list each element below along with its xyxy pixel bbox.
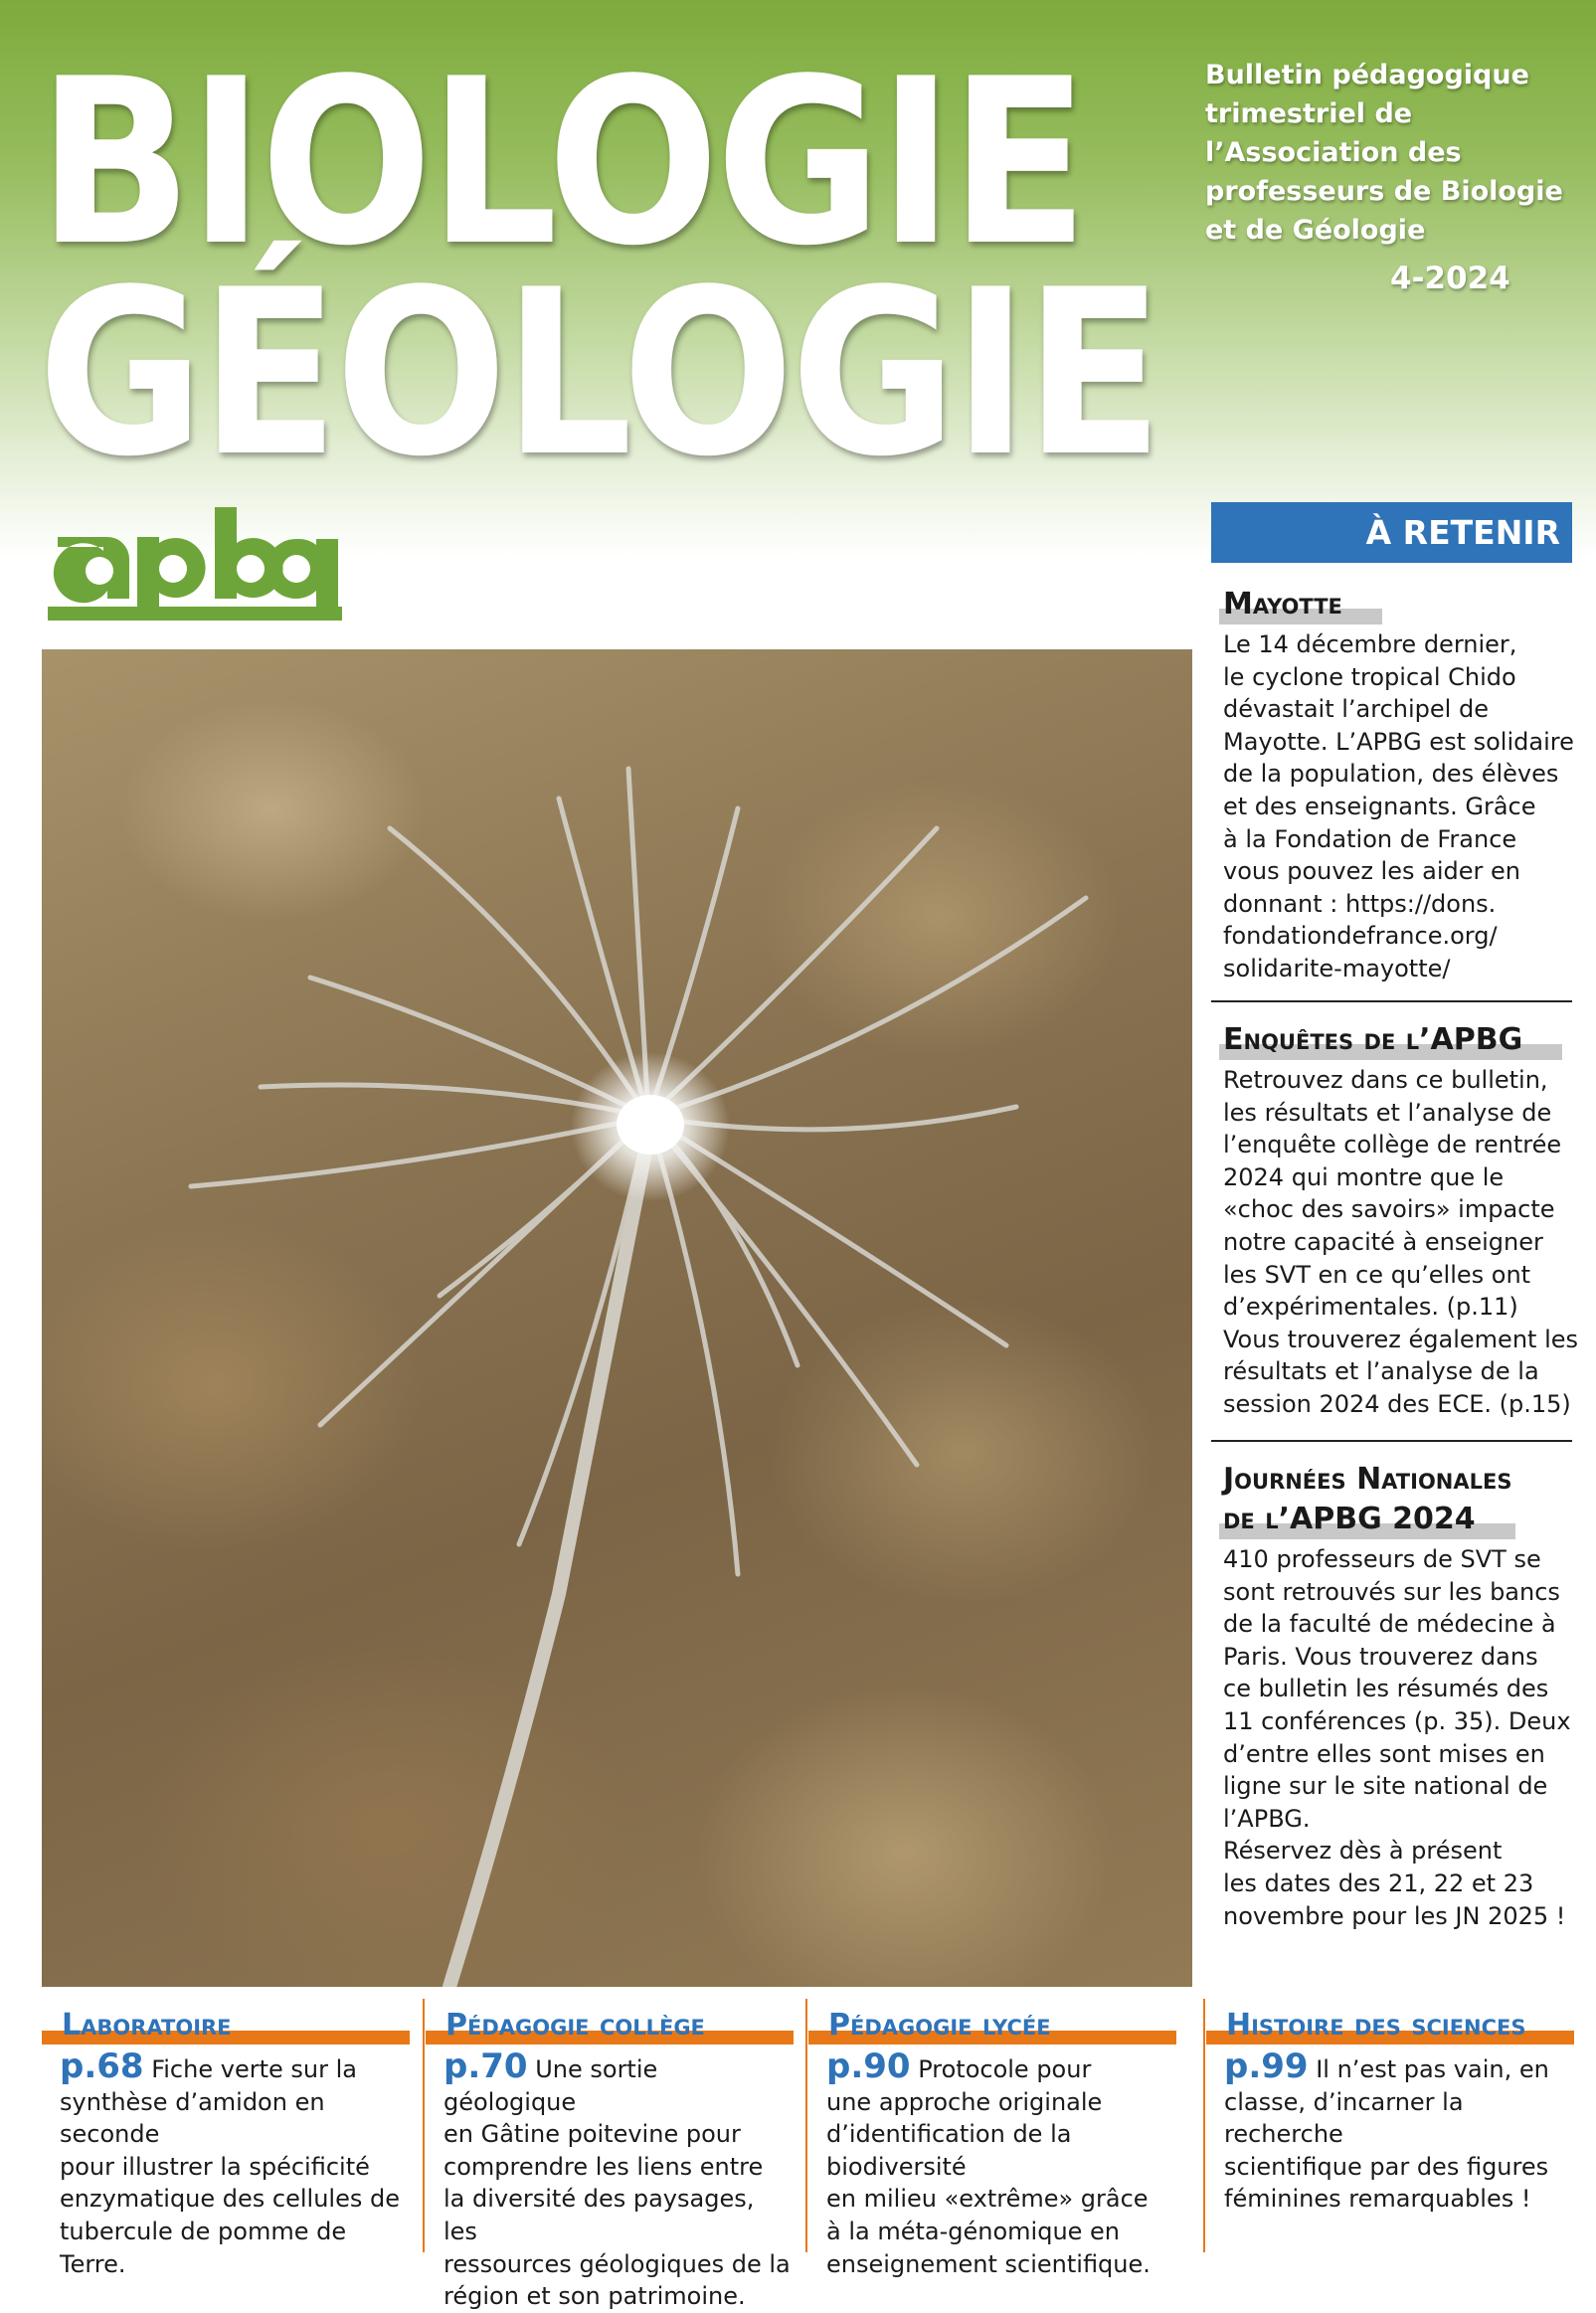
column-divider [1203,1999,1205,2252]
section-title-line: Journées Nationales [1223,1462,1512,1497]
body-line: de la faculté de médecine à [1223,1610,1556,1639]
subtitle-line: l’Association des [1205,137,1462,168]
subtitle-line: et de Géologie [1205,215,1426,246]
section-body [1223,1064,1581,1421]
bottom-column-pedagogie-lycee [808,2005,1176,2280]
bottom-column-pedagogie-college [426,2005,794,2313]
body-line: Retrouvez dans ce bulletin, [1223,1066,1548,1094]
body-line: enzymatique des cellules de [60,2185,400,2214]
sidebar-section-mayotte [1223,585,1581,985]
body-line: comprendre les liens entre [443,2152,764,2181]
section-title-line: Mayotte [1223,587,1342,622]
body-line: d’identification de la biodiversité [826,2120,1072,2181]
issue-number: 4-2024 [1390,261,1510,296]
body-line: scientifique par des figures [1224,2152,1549,2181]
body-line: d’expérimentales. (p.11) [1223,1293,1518,1322]
column-title [1206,2005,1574,2046]
apbg-logo [48,507,346,626]
bottom-column-histoire-sciences [1206,2005,1574,2216]
body-line: Paris. Vous trouverez dans [1223,1642,1538,1671]
apbg-logo-mark [48,507,342,621]
subtitle-line: Bulletin pédagogique [1205,60,1529,90]
body-line: résultats et l’analyse de la [1223,1357,1539,1386]
section-body [1223,1543,1581,1932]
body-line-text: Fiche verte sur la [143,2055,357,2083]
body-line: donnant : https://dons. [1223,889,1497,918]
body-line: région et son patrimoine. [443,2282,746,2311]
body-line [443,2046,794,2118]
body-line: d’entre elles sont mises en [1223,1739,1545,1768]
column-body [1206,2046,1574,2216]
body-line: ligne sur le site national de [1223,1772,1548,1801]
body-line: en milieu «extrême» grâce [826,2185,1149,2214]
body-line: 410 professeurs de SVT se [1223,1545,1541,1573]
body-line: synthèse d’amidon en seconde [60,2087,325,2149]
page-reference: p.70 [443,2046,528,2086]
body-line: une approche originale [826,2087,1103,2116]
section-title [1223,1500,1476,1539]
body-line: l’enquête collège de rentrée [1223,1131,1562,1159]
subtitle-line: professeurs de Biologie [1205,176,1563,207]
column-body [426,2046,794,2313]
sidebar-section-journees [1223,1460,1581,1932]
body-line-text: Il n’est pas vain, en [1308,2055,1549,2083]
section-body [1223,628,1581,985]
page-reference: p.99 [1224,2046,1309,2086]
body-line: tubercule de pomme de Terre. [60,2217,347,2278]
body-line: en Gâtine poitevine pour [443,2120,741,2149]
body-line: féminines remarquables ! [1224,2185,1531,2214]
body-line-text: Une sortie géologique [443,2055,658,2116]
polyp-core [617,1095,684,1155]
sidebar-section-enquetes [1223,1020,1581,1421]
section-title [1223,1020,1522,1060]
body-line: les SVT en ce qu’elles ont [1223,1260,1531,1289]
body-line: vous pouvez les aider en [1223,857,1520,886]
body-line: enseignement scientifique. [826,2249,1151,2278]
page-reference: p.90 [826,2046,911,2086]
column-title-text: Histoire des sciences [1226,2008,1526,2043]
column-title-text: Pédagogie collège [445,2008,705,2043]
body-line [826,2046,1176,2086]
section-divider [1211,1000,1572,1002]
body-line: notre capacité à enseigner [1223,1227,1543,1256]
body-line: novembre pour les JN 2025 ! [1223,1901,1566,1930]
body-line: Mayotte. L’APBG est solidaire [1223,727,1574,756]
body-line: et des enseignants. Grâce [1223,792,1536,820]
body-line-text: Protocole pour [910,2055,1092,2083]
column-divider [805,1999,807,2252]
body-line: ce bulletin les résumés des [1223,1675,1549,1703]
section-divider [1211,1440,1572,1442]
section-title-line: Enquêtes de l’APBG [1223,1022,1523,1057]
body-line [1224,2046,1574,2086]
column-body [808,2046,1176,2280]
body-line: Le 14 décembre dernier, [1223,630,1517,658]
column-title [426,2005,794,2046]
section-title-line: de l’APBG 2024 [1223,1502,1476,1536]
a-retenir-header: À RETENIR [1211,502,1572,563]
body-line: «choc des savoirs» impacte [1223,1195,1555,1224]
cover-photo-hydrozoan [42,649,1192,1987]
body-line: la diversité des paysages, les [443,2185,755,2245]
body-line: classe, d’incarner la recherche [1224,2087,1464,2149]
body-line: ressources géologiques de la [443,2249,791,2278]
body-line: à la méta-génomique en [826,2217,1121,2245]
bottom-column-laboratoire [42,2005,410,2280]
column-divider [423,1999,425,2252]
page-reference: p.68 [60,2046,144,2086]
masthead-geologie: GÉOLOGIE [38,242,1160,507]
column-title [808,2005,1176,2046]
hydrozoan-stalk [449,1127,650,1987]
masthead-biologie: BIOLOGIE [38,31,1085,296]
column-body [42,2046,410,2280]
column-title-text: Laboratoire [62,2008,232,2043]
hydrozoan-illustration [42,649,1192,1987]
body-line: Vous trouverez également les [1223,1325,1578,1353]
body-line: Réservez dès à présent [1223,1837,1503,1866]
body-line [60,2046,410,2086]
body-line: dévastait l’archipel de [1223,695,1489,724]
body-line: 2024 qui montre que le [1223,1162,1505,1191]
body-line: session 2024 des ECE. (p.15) [1223,1389,1571,1418]
subtitle-line: trimestriel de [1205,98,1413,129]
column-title [42,2005,410,2046]
bulletin-subtitle [1205,56,1583,250]
body-line: solidarite-mayotte/ [1223,954,1451,982]
body-line: de la population, des élèves [1223,760,1559,789]
body-line: les résultats et l’analyse de [1223,1098,1552,1127]
body-line: le cyclone tropical Chido [1223,662,1516,691]
body-line: fondationdefrance.org/ [1223,922,1498,951]
body-line: sont retrouvés sur les bancs [1223,1577,1560,1606]
body-line: pour illustrer la spécificité [60,2152,370,2181]
body-line: 11 conférences (p. 35). Deux [1223,1706,1571,1735]
body-line: les dates des 21, 22 et 23 [1223,1868,1534,1897]
section-title [1223,585,1342,624]
body-line: l’APBG. [1223,1804,1311,1833]
column-title-text: Pédagogie lycée [828,2008,1051,2043]
body-line: à la Fondation de France [1223,824,1517,853]
